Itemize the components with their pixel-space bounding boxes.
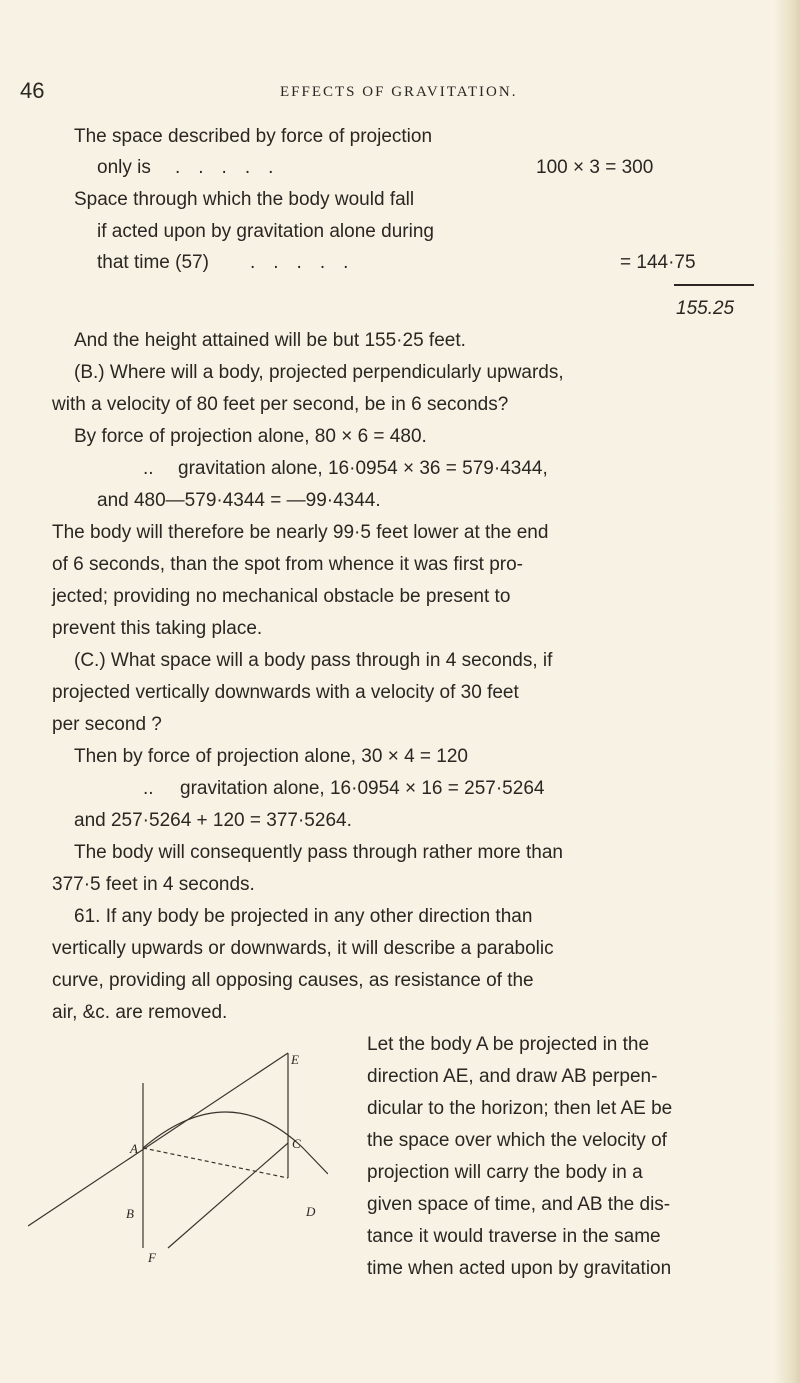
text-line: 100 × 3 = 300: [536, 157, 654, 178]
text-line: gravitation alone, 16·0954 × 36 = 579·4344,: [178, 458, 548, 479]
text-line: 155.25: [676, 298, 735, 319]
page-number: 46: [20, 78, 45, 103]
text-line: curve, providing all opposing causes, as resistance of the: [52, 970, 534, 991]
sum-rule: [674, 284, 754, 286]
label-a: A: [130, 1141, 138, 1156]
text-line: of 6 seconds, than the spot from whence it was first pro-: [52, 554, 524, 575]
text-line: given space of time, and AB the dis-: [367, 1194, 671, 1215]
label-b: B: [126, 1206, 134, 1221]
text-line: prevent this taking place.: [52, 618, 263, 639]
text-line: that time (57): [97, 252, 209, 273]
label-f: F: [148, 1250, 156, 1265]
text-line: and 480—579·4344 = —99·4344.: [97, 490, 381, 511]
text-line: air, &c. are removed.: [52, 1002, 228, 1023]
dot-marker: ..: [143, 458, 154, 479]
text-line: Space through which the body would fall: [74, 189, 415, 210]
page-header: [0, 78, 800, 108]
text-line: Then by force of projection alone, 30 × 4 = 120: [74, 746, 468, 767]
dot-leader: .....: [250, 252, 367, 273]
parabola-diagram: [28, 1048, 328, 1278]
text-line: 377·5 feet in 4 seconds.: [52, 874, 255, 895]
text-line: and 257·5264 + 120 = 377·5264.: [74, 810, 352, 831]
label-c: C: [292, 1136, 301, 1151]
text-line: direction AE, and draw AB perpen-: [367, 1066, 658, 1087]
text-line: per second ?: [52, 714, 162, 735]
dot-marker: ..: [143, 778, 154, 799]
text-line: The body will therefore be nearly 99·5 feet lower at the end: [52, 522, 549, 543]
text-line: only is: [97, 157, 151, 178]
text-line: (B.) Where will a body, projected perpendicularly upwards,: [74, 362, 564, 383]
dot-leader: .....: [175, 157, 292, 178]
text-line: dicular to the horizon; then let AE be: [367, 1098, 673, 1119]
text-line: (C.) What space will a body pass through in 4 seconds, if: [74, 650, 553, 671]
text-line: the space over which the velocity of: [367, 1130, 667, 1151]
text-line: The space described by force of projection: [74, 126, 433, 147]
dashed-line: [143, 1148, 288, 1178]
text-line: with a velocity of 80 feet per second, be in 6 seconds?: [52, 394, 509, 415]
text-line: vertically upwards or downwards, it will describe a parabolic: [52, 938, 554, 959]
text-line: The body will consequently pass through rather more than: [74, 842, 563, 863]
label-d: D: [306, 1204, 316, 1219]
text-line: gravitation alone, 16·0954 × 16 = 257·5264: [180, 778, 545, 799]
line-fc: [168, 1143, 288, 1248]
page-edge: [774, 0, 800, 1383]
running-title: EFFECTS OF GRAVITATION.: [280, 84, 518, 100]
line-ae: [28, 1053, 288, 1226]
text-line: And the height attained will be but 155·25 feet.: [74, 330, 466, 351]
text-line: projected vertically downwards with a velocity of 30 feet: [52, 682, 519, 703]
text-line: if acted upon by gravitation alone during: [97, 221, 434, 242]
text-line: = 144·75: [620, 252, 696, 273]
text-line: Let the body A be projected in the: [367, 1034, 650, 1055]
text-line: projection will carry the body in a: [367, 1162, 643, 1183]
label-e: E: [291, 1052, 299, 1067]
text-line: jected; providing no mechanical obstacle be present to: [52, 586, 511, 607]
text-line: 61. If any body be projected in any other direction than: [74, 906, 533, 927]
text-line: By force of projection alone, 80 × 6 = 480.: [74, 426, 427, 447]
text-line: tance it would traverse in the same: [367, 1226, 661, 1247]
text-line: time when acted upon by gravitation: [367, 1258, 672, 1279]
